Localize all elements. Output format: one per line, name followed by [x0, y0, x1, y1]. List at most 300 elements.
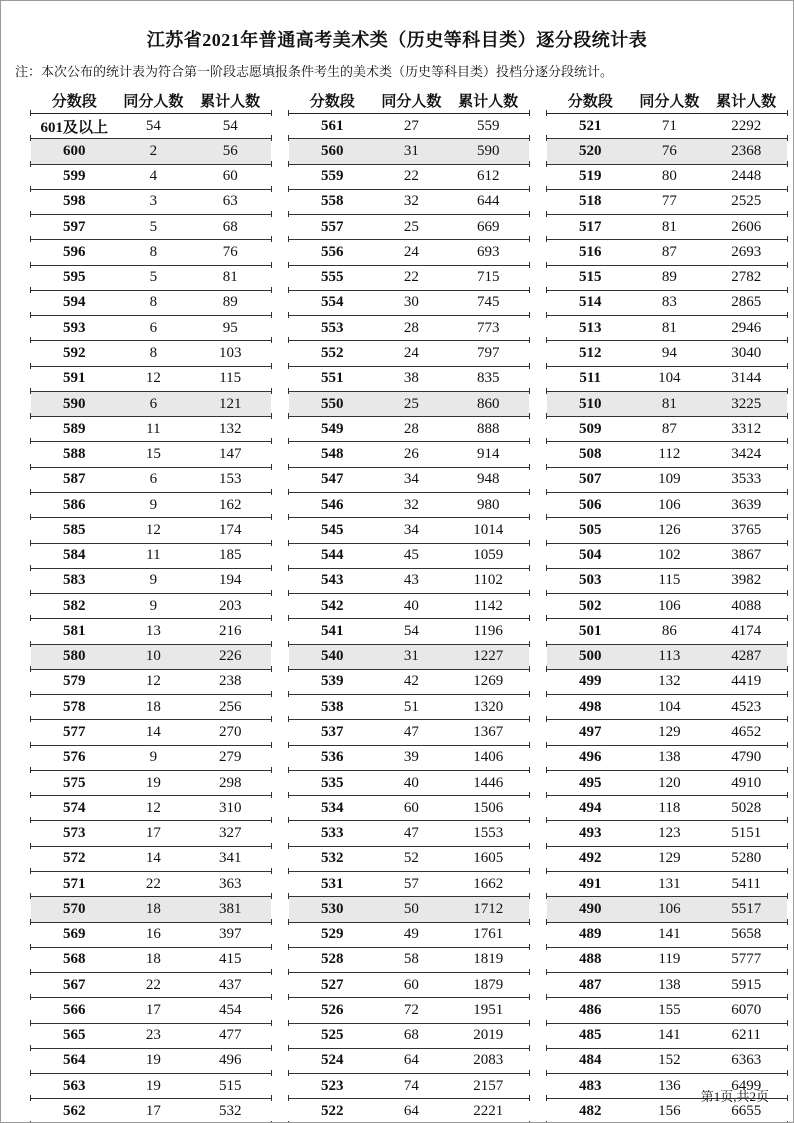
table-row — [289, 518, 529, 543]
cumulative-count: 612 — [476, 168, 500, 185]
table-row — [31, 165, 271, 190]
cumulative-count: 1446 — [473, 774, 504, 791]
score-range: 562 — [62, 1102, 86, 1119]
score-range: 497 — [578, 724, 602, 740]
cumulative-count: 835 — [476, 370, 500, 387]
cumulative-count: 238 — [218, 673, 242, 690]
same-score-count: 8 — [149, 345, 158, 362]
table-row — [289, 240, 529, 265]
same-score-count: 118 — [658, 799, 681, 816]
same-score-count: 2 — [149, 142, 158, 159]
same-score-count: 6 — [149, 471, 158, 488]
table-row — [547, 670, 787, 695]
table-row — [547, 897, 787, 922]
table-row — [289, 190, 529, 215]
same-score-count: 24 — [403, 243, 419, 260]
same-score-count: 22 — [145, 976, 161, 993]
table-row — [289, 316, 529, 341]
cumulative-count: 1059 — [473, 547, 504, 564]
same-score-count: 15 — [145, 446, 161, 463]
table-row — [547, 240, 787, 265]
score-range: 594 — [62, 294, 86, 311]
table-row — [31, 114, 271, 139]
cumulative-count: 5517 — [731, 900, 762, 917]
cumulative-count: 216 — [218, 622, 242, 639]
cumulative-count: 194 — [218, 572, 242, 589]
score-range: 519 — [578, 168, 602, 185]
score-range: 574 — [62, 799, 86, 816]
same-score-count: 138 — [658, 976, 681, 993]
cumulative-count: 3982 — [731, 572, 762, 589]
score-range: 510 — [578, 395, 602, 412]
score-range: 513 — [578, 319, 602, 336]
cumulative-count: 5658 — [731, 926, 762, 943]
table-row — [547, 190, 787, 215]
score-range: 599 — [62, 168, 86, 185]
same-score-count: 17 — [145, 1001, 161, 1018]
same-score-count: 83 — [661, 294, 677, 311]
same-score-count: 5 — [149, 218, 158, 235]
score-range: 517 — [578, 218, 602, 235]
same-score-count: 89 — [661, 269, 677, 286]
score-range: 524 — [320, 1052, 344, 1069]
same-score-count: 9 — [149, 749, 158, 766]
table-row — [547, 139, 787, 164]
same-score-count: 115 — [658, 572, 681, 589]
cumulative-count: 3533 — [731, 471, 762, 488]
score-range: 511 — [579, 370, 602, 387]
same-score-count: 64 — [403, 1102, 419, 1119]
cumulative-count: 1142 — [473, 597, 503, 614]
score-range: 521 — [578, 117, 602, 134]
table-row — [31, 1024, 271, 1049]
table-row — [547, 746, 787, 771]
score-range: 583 — [62, 572, 86, 589]
same-score-count: 42 — [403, 673, 419, 690]
score-range: 573 — [62, 825, 86, 842]
table-row — [289, 392, 529, 417]
score-range: 545 — [320, 521, 344, 538]
column-header: 同分人数 — [381, 93, 442, 110]
cumulative-count: 477 — [218, 1027, 242, 1044]
table-row — [547, 847, 787, 872]
same-score-count: 22 — [145, 875, 161, 892]
same-score-count: 26 — [403, 446, 419, 463]
table-row — [31, 746, 271, 771]
cumulative-count: 1320 — [473, 698, 504, 715]
same-score-count: 102 — [658, 547, 681, 564]
same-score-count: 8 — [149, 294, 158, 311]
table-row — [289, 341, 529, 366]
score-range: 559 — [320, 168, 344, 185]
score-range: 596 — [62, 243, 86, 260]
score-range: 557 — [320, 218, 344, 235]
score-range: 542 — [320, 597, 344, 614]
cumulative-count: 5280 — [731, 850, 762, 867]
score-range: 540 — [320, 648, 344, 665]
cumulative-count: 1553 — [473, 825, 504, 842]
same-score-count: 74 — [403, 1077, 419, 1094]
table-row — [547, 796, 787, 821]
table-row — [31, 215, 271, 240]
score-range: 598 — [62, 193, 86, 210]
table-row — [289, 442, 529, 467]
table-row — [31, 442, 271, 467]
table-row — [289, 139, 529, 164]
same-score-count: 13 — [145, 622, 161, 639]
cumulative-count: 914 — [476, 446, 500, 463]
same-score-count: 60 — [403, 976, 419, 993]
same-score-count: 81 — [661, 395, 677, 412]
table-row — [289, 796, 529, 821]
score-range: 589 — [62, 420, 86, 437]
score-range: 486 — [578, 1001, 602, 1018]
table-row — [289, 594, 529, 619]
cumulative-count: 1662 — [473, 875, 504, 892]
score-range: 516 — [578, 243, 602, 260]
score-range: 560 — [320, 142, 344, 159]
cumulative-count: 4419 — [731, 673, 762, 690]
table-row — [31, 695, 271, 720]
same-score-count: 156 — [658, 1102, 681, 1119]
same-score-count: 22 — [403, 269, 419, 286]
same-score-count: 49 — [403, 926, 419, 943]
table-row — [31, 569, 271, 594]
table-row — [289, 569, 529, 594]
same-score-count: 45 — [403, 547, 419, 564]
same-score-count: 18 — [145, 900, 161, 917]
cumulative-count: 2782 — [731, 269, 762, 286]
cumulative-count: 2221 — [473, 1102, 504, 1119]
table-row — [289, 468, 529, 493]
score-range: 502 — [578, 597, 602, 614]
score-range: 593 — [62, 319, 86, 336]
score-range: 501 — [578, 622, 602, 639]
same-score-count: 28 — [403, 420, 419, 437]
score-range: 499 — [578, 673, 602, 690]
table-row — [31, 367, 271, 392]
score-range: 494 — [578, 799, 602, 816]
cumulative-count: 6211 — [731, 1027, 761, 1044]
cumulative-count: 590 — [476, 142, 500, 159]
score-range: 554 — [320, 294, 344, 311]
table-row — [289, 973, 529, 998]
same-score-count: 3 — [149, 193, 158, 210]
cumulative-count: 515 — [218, 1077, 242, 1094]
same-score-count: 9 — [149, 597, 158, 614]
table-row — [31, 872, 271, 897]
same-score-count: 68 — [403, 1027, 419, 1044]
score-range: 566 — [62, 1001, 86, 1018]
score-range: 584 — [62, 547, 86, 564]
table-row — [547, 645, 787, 670]
score-range: 504 — [578, 547, 602, 564]
score-range: 600 — [62, 142, 86, 159]
score-range: 528 — [320, 951, 344, 968]
cumulative-count: 68 — [222, 218, 238, 235]
cumulative-count: 6070 — [731, 1001, 762, 1018]
table-row — [547, 1049, 787, 1074]
cumulative-count: 95 — [222, 319, 238, 336]
same-score-count: 10 — [145, 648, 161, 665]
same-score-count: 131 — [658, 875, 681, 892]
score-range: 556 — [320, 243, 344, 260]
table-row — [547, 316, 787, 341]
cumulative-count: 147 — [218, 446, 242, 463]
table-row — [31, 998, 271, 1023]
score-range: 578 — [62, 698, 86, 715]
table-row — [31, 1074, 271, 1099]
cumulative-count: 6363 — [731, 1052, 762, 1069]
score-range: 534 — [320, 799, 344, 816]
cumulative-count: 1506 — [473, 799, 504, 816]
score-table-1 — [31, 87, 271, 1123]
same-score-count: 25 — [403, 218, 419, 235]
cumulative-count: 5411 — [731, 875, 761, 892]
cumulative-count: 4287 — [731, 648, 762, 665]
same-score-count: 34 — [403, 521, 419, 538]
score-range: 532 — [320, 850, 344, 867]
cumulative-count: 454 — [218, 1001, 242, 1018]
score-range: 492 — [578, 850, 602, 867]
score-range: 505 — [578, 521, 602, 538]
same-score-count: 123 — [658, 825, 681, 842]
score-range: 483 — [578, 1077, 602, 1094]
score-range: 579 — [62, 673, 86, 690]
cumulative-count: 415 — [218, 951, 242, 968]
table-row — [31, 544, 271, 569]
same-score-count: 18 — [145, 951, 161, 968]
cumulative-count: 1269 — [473, 673, 504, 690]
score-range: 591 — [62, 370, 86, 387]
cumulative-count: 669 — [476, 218, 500, 235]
score-range: 552 — [320, 345, 344, 362]
cumulative-count: 2292 — [731, 117, 762, 134]
score-range: 558 — [320, 193, 344, 210]
cumulative-count: 162 — [218, 496, 242, 513]
table-row — [31, 493, 271, 518]
score-range: 576 — [62, 749, 86, 766]
table-row — [31, 190, 271, 215]
table-row — [547, 998, 787, 1023]
cumulative-count: 3765 — [731, 521, 762, 538]
table-row — [289, 821, 529, 846]
cumulative-count: 132 — [218, 420, 242, 437]
table-row — [289, 670, 529, 695]
score-range: 541 — [320, 622, 344, 639]
cumulative-count: 4910 — [731, 774, 762, 791]
score-range: 535 — [320, 774, 344, 791]
score-range: 520 — [578, 142, 602, 159]
table-row — [289, 619, 529, 644]
table-header-row — [31, 87, 271, 114]
score-range: 544 — [320, 547, 344, 564]
table-row — [289, 771, 529, 796]
score-range: 585 — [62, 521, 86, 538]
cumulative-count: 341 — [218, 850, 242, 867]
same-score-count: 30 — [403, 294, 419, 311]
cumulative-count: 2946 — [731, 319, 762, 336]
cumulative-count: 3312 — [731, 420, 762, 437]
score-range: 484 — [578, 1052, 602, 1069]
same-score-count: 11 — [146, 547, 161, 564]
column-header: 累计人数 — [716, 93, 777, 110]
cumulative-count: 1712 — [473, 900, 504, 917]
table-row — [547, 720, 787, 745]
cumulative-count: 496 — [218, 1052, 242, 1069]
table-row — [289, 1099, 529, 1123]
table-row — [547, 619, 787, 644]
same-score-count: 129 — [658, 850, 681, 867]
score-range: 538 — [320, 698, 344, 715]
cumulative-count: 3040 — [731, 345, 762, 362]
cumulative-count: 174 — [218, 521, 242, 538]
cumulative-count: 2368 — [731, 142, 762, 159]
cumulative-count: 363 — [218, 875, 242, 892]
score-range: 495 — [578, 774, 602, 791]
column-header: 同分人数 — [123, 93, 184, 110]
score-range: 523 — [320, 1077, 344, 1094]
score-range: 512 — [578, 345, 602, 362]
table-row — [289, 847, 529, 872]
cumulative-count: 3424 — [731, 446, 762, 463]
table-row — [31, 923, 271, 948]
score-range: 507 — [578, 471, 602, 488]
cumulative-count: 2157 — [473, 1077, 504, 1094]
table-row — [31, 897, 271, 922]
table-row — [31, 316, 271, 341]
table-row — [547, 468, 787, 493]
same-score-count: 136 — [658, 1077, 681, 1094]
table-row — [547, 594, 787, 619]
cumulative-count: 54 — [222, 117, 238, 134]
table-row — [289, 948, 529, 973]
cumulative-count: 310 — [218, 799, 242, 816]
score-range: 522 — [320, 1102, 344, 1119]
cumulative-count: 226 — [218, 648, 242, 665]
same-score-count: 43 — [403, 572, 419, 589]
table-row — [31, 1099, 271, 1123]
table-header-row — [547, 87, 787, 114]
same-score-count: 81 — [661, 319, 677, 336]
cumulative-count: 76 — [222, 243, 238, 260]
same-score-count: 58 — [403, 951, 419, 968]
score-range: 595 — [62, 269, 86, 286]
same-score-count: 12 — [145, 799, 161, 816]
cumulative-count: 3144 — [731, 370, 762, 387]
score-range: 568 — [62, 951, 86, 968]
table-row — [31, 417, 271, 442]
cumulative-count: 1014 — [473, 521, 504, 538]
score-range: 482 — [578, 1102, 602, 1119]
table-row — [31, 771, 271, 796]
cumulative-count: 6499 — [731, 1077, 762, 1094]
table-row — [547, 872, 787, 897]
score-range: 491 — [578, 875, 602, 892]
same-score-count: 113 — [658, 648, 681, 665]
score-range: 543 — [320, 572, 344, 589]
score-range: 551 — [320, 370, 344, 387]
cumulative-count: 1951 — [473, 1001, 504, 1018]
same-score-count: 9 — [149, 572, 158, 589]
table-row — [289, 291, 529, 316]
score-range: 525 — [320, 1027, 344, 1044]
cumulative-count: 256 — [218, 698, 242, 715]
column-header: 同分人数 — [639, 93, 700, 110]
score-range: 549 — [320, 420, 344, 437]
table-row — [289, 897, 529, 922]
same-score-count: 54 — [145, 117, 161, 134]
score-range: 563 — [62, 1077, 86, 1094]
table-row — [289, 998, 529, 1023]
cumulative-count: 115 — [219, 370, 242, 387]
table-row — [289, 720, 529, 745]
same-score-count: 11 — [146, 420, 161, 437]
score-range: 496 — [578, 749, 602, 766]
score-range: 527 — [320, 976, 344, 993]
same-score-count: 104 — [658, 698, 681, 715]
table-row — [289, 417, 529, 442]
table-row — [547, 948, 787, 973]
score-range: 548 — [320, 446, 344, 463]
cumulative-count: 89 — [222, 294, 238, 311]
same-score-count: 40 — [403, 597, 419, 614]
cumulative-count: 270 — [218, 724, 242, 740]
table-row — [31, 796, 271, 821]
cumulative-count: 2019 — [473, 1027, 504, 1044]
table-row — [289, 872, 529, 897]
score-range: 575 — [62, 774, 86, 791]
same-score-count: 39 — [403, 749, 419, 766]
same-score-count: 141 — [658, 1027, 681, 1044]
score-range: 590 — [62, 395, 86, 412]
table-row — [31, 948, 271, 973]
same-score-count: 12 — [145, 370, 161, 387]
note-text: 注：本次公布的统计表为符合第一阶段志愿填报条件考生的美术类（历史等科目类）投档分逐分段统计。 — [15, 64, 614, 79]
table-row — [289, 746, 529, 771]
score-range: 537 — [320, 724, 344, 740]
same-score-count: 141 — [658, 926, 681, 943]
same-score-count: 27 — [403, 117, 419, 134]
table-row — [547, 544, 787, 569]
column-header: 累计人数 — [458, 93, 519, 110]
same-score-count: 51 — [403, 698, 419, 715]
table-row — [547, 695, 787, 720]
same-score-count: 50 — [403, 900, 419, 917]
table-row — [547, 973, 787, 998]
score-range: 485 — [578, 1027, 602, 1044]
cumulative-count: 532 — [218, 1102, 242, 1119]
cumulative-count: 5777 — [731, 951, 762, 968]
score-range: 565 — [62, 1027, 86, 1044]
table-row — [289, 266, 529, 291]
cumulative-count: 4088 — [731, 597, 762, 614]
score-range: 515 — [578, 269, 602, 286]
score-range: 580 — [62, 648, 86, 665]
same-score-count: 8 — [149, 243, 158, 260]
cumulative-count: 1102 — [473, 572, 503, 589]
same-score-count: 4 — [149, 168, 158, 185]
score-range: 570 — [62, 900, 86, 917]
cumulative-count: 279 — [218, 749, 242, 766]
same-score-count: 24 — [403, 345, 419, 362]
same-score-count: 9 — [149, 496, 158, 513]
cumulative-count: 715 — [476, 269, 500, 286]
cumulative-count: 797 — [476, 345, 500, 362]
same-score-count: 71 — [661, 117, 677, 134]
cumulative-count: 644 — [476, 193, 500, 210]
same-score-count: 77 — [661, 193, 677, 210]
